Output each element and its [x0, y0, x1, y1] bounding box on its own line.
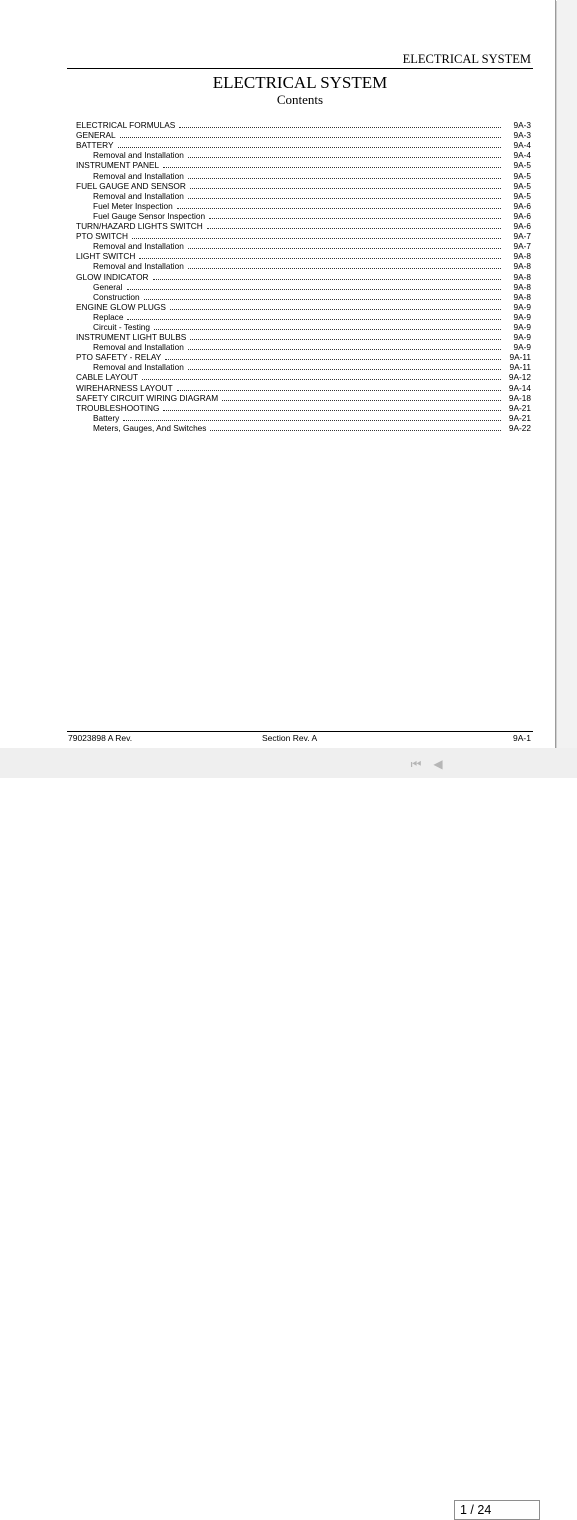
- toc-entry-page: 9A-5: [513, 160, 531, 171]
- toc-entry[interactable]: [76, 130, 531, 140]
- first-page-icon[interactable]: ⏮: [410, 757, 422, 771]
- toc-entry[interactable]: [76, 372, 531, 382]
- toc-entry-page: 9A-8: [513, 261, 531, 272]
- header-rule: [67, 68, 533, 69]
- toc-entry-page: 9A-9: [513, 332, 531, 343]
- dot-leader: [188, 198, 501, 199]
- dot-leader: [118, 147, 502, 148]
- dot-leader: [188, 157, 501, 158]
- toc-entry-page: 9A-12: [508, 372, 531, 383]
- toc-entry-label: Circuit - Testing: [93, 321, 151, 332]
- dot-leader: [127, 319, 501, 320]
- toc-entry-page: 9A-14: [508, 382, 531, 393]
- table-of-contents: [76, 120, 531, 433]
- toc-entry[interactable]: [76, 312, 531, 322]
- toc-entry[interactable]: [76, 403, 531, 413]
- toc-entry-label: GENERAL: [76, 130, 116, 141]
- toc-entry-page: 9A-9: [513, 311, 531, 322]
- toc-entry[interactable]: [76, 322, 531, 332]
- toc-entry-label: TURN/HAZARD LIGHTS SWITCH: [76, 221, 203, 232]
- toc-entry-page: 9A-11: [509, 362, 531, 373]
- toc-entry[interactable]: [76, 362, 531, 372]
- toc-entry-page: 9A-9: [513, 321, 531, 332]
- dot-leader: [177, 390, 501, 391]
- vertical-scrollbar[interactable]: [557, 0, 577, 748]
- toc-entry[interactable]: [76, 393, 531, 403]
- toc-entry-page: 9A-9: [513, 301, 531, 312]
- toc-entry-page: 9A-8: [513, 291, 531, 302]
- toc-entry[interactable]: [76, 352, 531, 362]
- page-title: ELECTRICAL SYSTEM: [212, 73, 388, 92]
- toc-entry[interactable]: [76, 140, 531, 150]
- toc-entry-page: 9A-5: [513, 170, 531, 181]
- toc-entry-page: 9A-11: [509, 352, 531, 363]
- dot-leader: [123, 420, 501, 421]
- toc-entry[interactable]: [76, 160, 531, 170]
- toc-entry-label: FUEL GAUGE AND SENSOR: [76, 180, 186, 191]
- toc-entry-label: General: [93, 281, 123, 292]
- toc-entry[interactable]: [76, 150, 531, 160]
- previous-page-icon[interactable]: ◀: [433, 757, 443, 771]
- toc-entry-page: 9A-8: [513, 251, 531, 262]
- toc-entry-label: LIGHT SWITCH: [76, 251, 136, 262]
- toc-entry-page: 9A-3: [513, 130, 531, 141]
- toc-entry-label: PTO SWITCH: [76, 231, 128, 242]
- toc-entry-label: Removal and Installation: [93, 150, 184, 161]
- viewer-toolbar: [0, 748, 577, 1517]
- toc-entry-label: Fuel Gauge Sensor Inspection: [93, 210, 206, 221]
- document-page: [0, 0, 556, 749]
- toc-entry-page: 9A-21: [508, 412, 531, 423]
- page-number-input[interactable]: 1 / 24: [454, 1500, 540, 1520]
- toc-entry-label: INSTRUMENT PANEL: [76, 160, 160, 171]
- toc-entry-label: Meters, Gauges, And Switches: [93, 422, 207, 433]
- dot-leader: [165, 359, 501, 360]
- toc-entry-page: 9A-7: [513, 241, 531, 252]
- dot-leader: [163, 167, 501, 168]
- toc-entry-page: 9A-6: [513, 200, 531, 211]
- toc-entry[interactable]: [76, 120, 531, 130]
- toc-entry-label: GLOW INDICATOR: [76, 271, 149, 282]
- toc-entry-label: Removal and Installation: [93, 261, 184, 272]
- dot-leader: [188, 268, 501, 269]
- dot-leader: [190, 339, 501, 340]
- dot-leader: [210, 430, 501, 431]
- dot-leader: [144, 299, 501, 300]
- toc-entry[interactable]: [76, 302, 531, 312]
- page-subtitle: Contents: [276, 92, 324, 107]
- dot-leader: [139, 258, 501, 259]
- toc-entry-label: Construction: [93, 291, 140, 302]
- toc-entry-label: WIREHARNESS LAYOUT: [76, 382, 173, 393]
- toc-entry-label: INSTRUMENT LIGHT BULBS: [76, 332, 187, 343]
- toc-entry-label: CABLE LAYOUT: [76, 372, 139, 383]
- toc-entry-label: Replace: [93, 311, 124, 322]
- toc-entry[interactable]: [76, 292, 531, 302]
- toc-entry-page: 9A-21: [508, 402, 531, 413]
- dot-leader: [207, 228, 501, 229]
- toc-entry-label: SAFETY CIRCUIT WIRING DIAGRAM: [76, 392, 219, 403]
- toc-entry-label: Removal and Installation: [93, 342, 184, 353]
- toc-entry[interactable]: [76, 423, 531, 433]
- footer-page-number: 9A-1: [513, 733, 531, 743]
- toc-entry-page: 9A-8: [513, 271, 531, 282]
- toc-entry-page: 9A-18: [508, 392, 531, 403]
- toc-entry-label: Removal and Installation: [93, 190, 184, 201]
- toc-entry-page: 9A-6: [513, 210, 531, 221]
- dot-leader: [188, 369, 501, 370]
- toc-entry[interactable]: [76, 181, 531, 191]
- toc-entry-label: ELECTRICAL FORMULAS: [76, 120, 176, 131]
- toc-entry-page: 9A-4: [513, 140, 531, 151]
- toc-entry-page: 9A-9: [513, 342, 531, 353]
- toc-entry-label: Removal and Installation: [93, 241, 184, 252]
- toc-entry-label: TROUBLESHOOTING: [76, 402, 160, 413]
- dot-leader: [179, 127, 501, 128]
- dot-leader: [154, 329, 501, 330]
- toc-entry-label: Battery: [93, 412, 120, 423]
- toc-entry[interactable]: [76, 221, 531, 231]
- toc-entry-label: Removal and Installation: [93, 362, 184, 373]
- toc-entry-page: 9A-4: [513, 150, 531, 161]
- footer-section-rev: Section Rev. A: [262, 733, 318, 743]
- toc-entry[interactable]: [76, 282, 531, 292]
- toc-entry-page: 9A-22: [508, 422, 531, 433]
- dot-leader: [188, 178, 501, 179]
- dot-leader: [127, 289, 501, 290]
- dot-leader: [209, 218, 501, 219]
- toc-entry-page: 9A-8: [513, 281, 531, 292]
- toc-entry[interactable]: [76, 231, 531, 241]
- dot-leader: [120, 137, 501, 138]
- toc-entry-label: Fuel Meter Inspection: [93, 200, 173, 211]
- toc-entry-label: BATTERY: [76, 140, 114, 151]
- toc-entry[interactable]: [76, 261, 531, 271]
- dot-leader: [132, 238, 501, 239]
- toc-entry-label: ENGINE GLOW PLUGS: [76, 301, 166, 312]
- running-header: ELECTRICAL SYSTEM: [402, 52, 531, 66]
- footer-doc-number: 79023898 A Rev.: [68, 733, 133, 743]
- dot-leader: [153, 279, 501, 280]
- toc-entry[interactable]: [76, 241, 531, 251]
- dot-leader: [177, 208, 501, 209]
- toc-entry[interactable]: [76, 413, 531, 423]
- dot-leader: [190, 188, 501, 189]
- toc-entry-page: 9A-7: [513, 231, 531, 242]
- toc-entry[interactable]: [76, 382, 531, 392]
- dot-leader: [142, 379, 501, 380]
- dot-leader: [170, 309, 501, 310]
- toc-entry[interactable]: [76, 211, 531, 221]
- toc-entry[interactable]: [76, 332, 531, 342]
- toc-entry-label: PTO SAFETY - RELAY: [76, 352, 162, 363]
- toc-entry-page: 9A-6: [513, 221, 531, 232]
- toc-entry[interactable]: [76, 201, 531, 211]
- dot-leader: [188, 349, 501, 350]
- toc-entry[interactable]: [76, 342, 531, 352]
- toc-entry-label: Removal and Installation: [93, 170, 184, 181]
- toc-entry-page: 9A-5: [513, 180, 531, 191]
- toc-entry[interactable]: [76, 191, 531, 201]
- toc-entry[interactable]: [76, 170, 531, 180]
- dot-leader: [163, 410, 501, 411]
- dot-leader: [222, 400, 501, 401]
- toc-entry-page: 9A-3: [513, 120, 531, 131]
- footer-rule: [67, 731, 533, 732]
- toc-entry-page: 9A-5: [513, 190, 531, 201]
- toc-entry[interactable]: [76, 271, 531, 281]
- dot-leader: [188, 248, 501, 249]
- toc-entry[interactable]: [76, 251, 531, 261]
